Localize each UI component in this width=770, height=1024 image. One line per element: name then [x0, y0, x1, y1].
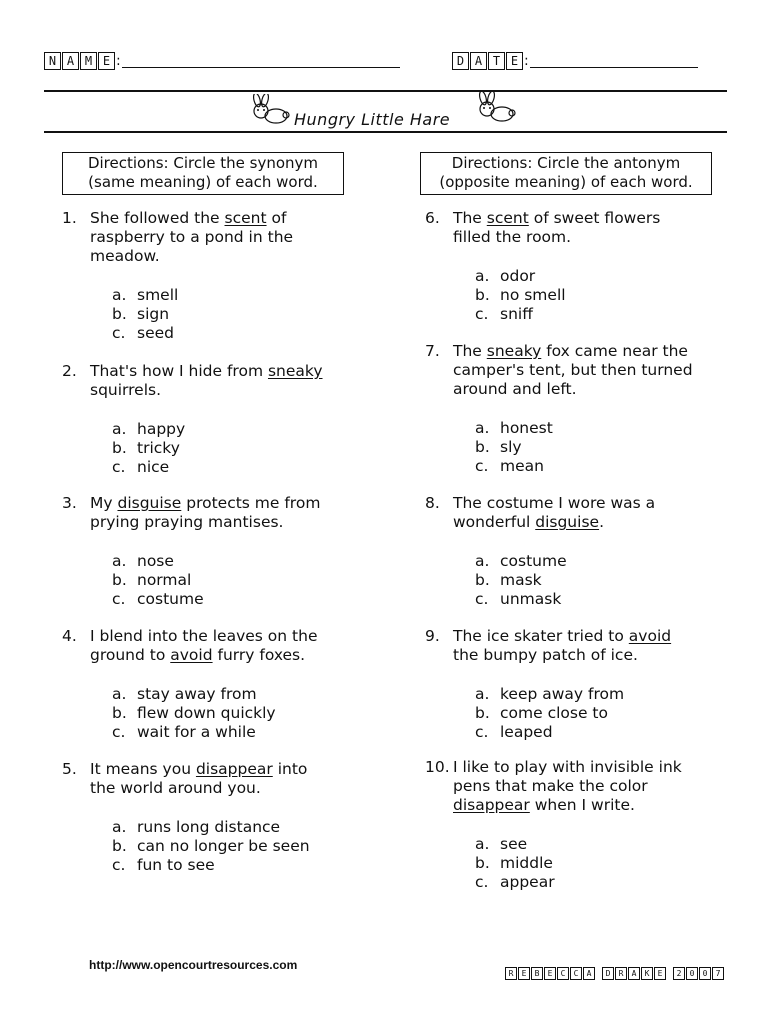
name-field: N A M E :: [44, 50, 400, 70]
letter-box: [667, 967, 672, 980]
option-text: come close to: [500, 704, 608, 722]
answer-option[interactable]: [475, 286, 566, 305]
question-text: [453, 342, 693, 399]
option-text: costume: [137, 590, 204, 608]
question-fragment: of: [266, 209, 287, 227]
target-word: disappear: [453, 796, 530, 814]
letter-box: E: [518, 967, 530, 980]
question-fragment: ground to: [90, 646, 171, 664]
answer-option[interactable]: [475, 685, 624, 704]
target-word: disappear: [195, 760, 273, 778]
question-text: [453, 209, 660, 247]
answer-option[interactable]: [475, 267, 566, 286]
question-fragment: The costume I wore was a: [453, 494, 656, 512]
option-text: mean: [500, 457, 544, 475]
letter-box: K: [641, 967, 653, 980]
letter-box: A: [62, 52, 79, 70]
option-letter: b.: [112, 305, 127, 323]
answer-options: [112, 818, 310, 875]
answer-options: [112, 552, 204, 609]
letter-box: A: [583, 967, 595, 980]
letter-box: 0: [699, 967, 711, 980]
name-label: [44, 52, 115, 70]
letter-box: E: [544, 967, 556, 980]
target-word: avoid: [170, 646, 213, 664]
option-letter: b.: [475, 286, 490, 304]
page-title: Hungry Little Hare: [294, 110, 451, 129]
question-fragment: pens that make the color: [453, 777, 648, 795]
option-text: costume: [500, 552, 567, 570]
option-text: flew down quickly: [137, 704, 276, 722]
answer-option[interactable]: [112, 704, 276, 723]
target-word: scent: [486, 209, 529, 227]
answer-options: [112, 420, 185, 477]
date-field: D A T E :: [452, 50, 698, 70]
question-number: 7.: [425, 342, 440, 360]
title-rule: [44, 131, 727, 133]
option-text: unmask: [500, 590, 562, 608]
date-label: [452, 52, 523, 70]
option-letter: a.: [475, 552, 490, 570]
answer-options: [112, 286, 178, 343]
answer-option[interactable]: [475, 419, 553, 438]
option-text: sniff: [500, 305, 533, 323]
option-text: middle: [500, 854, 553, 872]
answer-option[interactable]: [112, 590, 204, 609]
question-fragment: the bumpy patch of ice.: [453, 646, 638, 664]
question-text: [90, 209, 293, 266]
target-word: disguise: [535, 513, 600, 531]
question-number: 9.: [425, 627, 440, 645]
answer-option[interactable]: [112, 420, 185, 439]
answer-option[interactable]: [475, 723, 624, 742]
target-word: disguise: [117, 494, 182, 512]
answer-options: [475, 552, 567, 609]
question-fragment: prying praying mantises.: [90, 513, 284, 531]
question-fragment: .: [599, 513, 604, 531]
answer-option[interactable]: [112, 552, 204, 571]
option-letter: a.: [112, 420, 127, 438]
option-letter: c.: [112, 723, 126, 741]
question-text: [90, 760, 307, 798]
option-text: see: [500, 835, 528, 853]
option-letter: c.: [475, 305, 489, 323]
question-fragment: fox came near the: [541, 342, 688, 360]
option-letter: b.: [475, 571, 490, 589]
option-letter: c.: [475, 457, 489, 475]
question-text: [453, 758, 682, 815]
option-letter: a.: [112, 685, 127, 703]
target-word: scent: [224, 209, 267, 227]
letter-box: 7: [712, 967, 724, 980]
directions-text: : Circle the: [163, 154, 250, 172]
date-line[interactable]: [530, 53, 698, 68]
letter-box: D: [602, 967, 614, 980]
letter-box: A: [470, 52, 487, 70]
option-letter: b.: [112, 439, 127, 457]
option-text: seed: [137, 324, 174, 342]
option-letter: b.: [475, 438, 490, 456]
answer-option[interactable]: [112, 571, 204, 590]
option-letter: b.: [112, 571, 127, 589]
option-text: keep away from: [500, 685, 625, 703]
question-fragment: I like to play with invisible ink: [453, 758, 682, 776]
question-fragment: filled the room.: [453, 228, 572, 246]
letter-box: [596, 967, 601, 980]
directions-keyword: antonym: [613, 154, 681, 172]
answer-option[interactable]: [112, 856, 310, 875]
question-number: 4.: [62, 627, 77, 645]
option-text: odor: [500, 267, 536, 285]
footer-url: http://www.opencourtresources.com: [89, 958, 298, 972]
question-fragment: It means you: [90, 760, 196, 778]
letter-box: B: [531, 967, 543, 980]
answer-options: [112, 685, 276, 742]
bunny-icon: [474, 92, 520, 124]
answer-option[interactable]: [475, 854, 555, 873]
option-letter: b.: [475, 704, 490, 722]
bunny-icon: [248, 94, 294, 126]
letter-box: A: [628, 967, 640, 980]
option-text: mask: [500, 571, 542, 589]
question-number: 1.: [62, 209, 77, 227]
option-letter: b.: [112, 704, 127, 722]
answer-options: [475, 267, 566, 324]
left-directions: [62, 152, 344, 195]
directions-text: (same meaning) of each word.: [88, 173, 318, 191]
directions-label: Directions: [87, 154, 164, 172]
option-text: sly: [500, 438, 522, 456]
letter-box: C: [557, 967, 569, 980]
option-text: stay away from: [137, 685, 257, 703]
top-rule: [44, 90, 727, 92]
question-text: [453, 627, 671, 665]
question-fragment: of sweet flowers: [528, 209, 661, 227]
name-line[interactable]: [122, 53, 400, 68]
option-letter: c.: [475, 873, 489, 891]
question-fragment: camper's tent, but then turned: [453, 361, 693, 379]
answer-options: [475, 419, 553, 476]
answer-options: [475, 685, 624, 742]
question-fragment: the world around you.: [90, 779, 261, 797]
option-letter: a.: [112, 552, 127, 570]
option-letter: a.: [475, 419, 490, 437]
answer-option[interactable]: [112, 286, 178, 305]
question-fragment: That's how I hide from: [90, 362, 268, 380]
answer-option[interactable]: [475, 704, 624, 723]
question-fragment: furry foxes.: [212, 646, 306, 664]
option-letter: c.: [112, 856, 126, 874]
option-text: nose: [137, 552, 174, 570]
directions-text: : Circle the: [527, 154, 614, 172]
option-letter: b.: [112, 837, 127, 855]
answer-option[interactable]: [475, 571, 567, 590]
option-text: normal: [137, 571, 192, 589]
answer-options: [475, 835, 555, 892]
answer-option[interactable]: [112, 723, 276, 742]
letter-box: C: [570, 967, 582, 980]
question-fragment: into: [272, 760, 308, 778]
option-text: can no longer be seen: [137, 837, 310, 855]
answer-option[interactable]: [475, 552, 567, 571]
letter-box: R: [615, 967, 627, 980]
target-word: avoid: [628, 627, 672, 645]
answer-option[interactable]: [475, 457, 553, 476]
answer-option[interactable]: [475, 590, 567, 609]
option-text: fun to see: [137, 856, 215, 874]
option-letter: a.: [475, 835, 490, 853]
letter-box: N: [44, 52, 61, 70]
letter-box: E: [506, 52, 523, 70]
option-text: no smell: [500, 286, 566, 304]
option-letter: a.: [475, 685, 490, 703]
question-text: [90, 627, 317, 665]
answer-option[interactable]: [475, 873, 555, 892]
option-letter: b.: [475, 854, 490, 872]
answer-option[interactable]: [112, 458, 185, 477]
option-letter: c.: [475, 723, 489, 741]
answer-option[interactable]: [112, 324, 178, 343]
letter-box: E: [98, 52, 115, 70]
option-letter: a.: [475, 267, 490, 285]
question-fragment: squirrels.: [90, 381, 162, 399]
answer-option[interactable]: [112, 837, 310, 856]
option-text: tricky: [137, 439, 180, 457]
question-number: 8.: [425, 494, 440, 512]
directions-label: Directions: [451, 154, 528, 172]
question-fragment: around and left.: [453, 380, 577, 398]
question-fragment: My: [90, 494, 118, 512]
question-fragment: The: [453, 209, 487, 227]
question-number: 6.: [425, 209, 440, 227]
option-text: appear: [500, 873, 555, 891]
letter-box: M: [80, 52, 97, 70]
option-letter: a.: [112, 818, 127, 836]
question-number: 10.: [425, 758, 450, 776]
target-word: sneaky: [267, 362, 323, 380]
question-fragment: meadow.: [90, 247, 160, 265]
question-text: [90, 362, 323, 400]
question-number: 5.: [62, 760, 77, 778]
letter-box: R: [505, 967, 517, 980]
question-fragment: raspberry to a pond in the: [90, 228, 294, 246]
letter-box: 2: [673, 967, 685, 980]
question-text: [453, 494, 655, 532]
option-text: nice: [137, 458, 170, 476]
answer-option[interactable]: [112, 818, 310, 837]
question-fragment: The: [453, 342, 487, 360]
question-text: [90, 494, 320, 532]
option-text: happy: [137, 420, 186, 438]
directions-text: (opposite meaning) of each word.: [439, 173, 693, 191]
signature-stamp: [505, 961, 724, 980]
right-directions: [420, 152, 712, 195]
option-text: runs long distance: [137, 818, 281, 836]
question-number: 3.: [62, 494, 77, 512]
letter-box: E: [654, 967, 666, 980]
option-text: smell: [137, 286, 179, 304]
question-fragment: when I write.: [529, 796, 635, 814]
option-letter: c.: [112, 590, 126, 608]
option-text: honest: [500, 419, 553, 437]
question-fragment: The ice skater tried to: [453, 627, 629, 645]
target-word: sneaky: [486, 342, 542, 360]
option-letter: c.: [112, 324, 126, 342]
option-text: leaped: [500, 723, 553, 741]
question-fragment: protects me from: [181, 494, 321, 512]
letter-box: 0: [686, 967, 698, 980]
option-text: wait for a while: [137, 723, 256, 741]
option-letter: a.: [112, 286, 127, 304]
answer-option[interactable]: [475, 438, 553, 457]
answer-option[interactable]: [475, 305, 566, 324]
question-fragment: She followed the: [90, 209, 225, 227]
question-number: 2.: [62, 362, 77, 380]
question-fragment: I blend into the leaves on the: [90, 627, 318, 645]
answer-option[interactable]: [112, 685, 276, 704]
answer-option[interactable]: [112, 305, 178, 324]
option-letter: c.: [475, 590, 489, 608]
question-fragment: wonderful: [453, 513, 536, 531]
option-text: sign: [137, 305, 170, 323]
directions-keyword: synonym: [249, 154, 319, 172]
answer-option[interactable]: [475, 835, 555, 854]
answer-option[interactable]: [112, 439, 185, 458]
option-letter: c.: [112, 458, 126, 476]
letter-box: D: [452, 52, 469, 70]
letter-box: T: [488, 52, 505, 70]
